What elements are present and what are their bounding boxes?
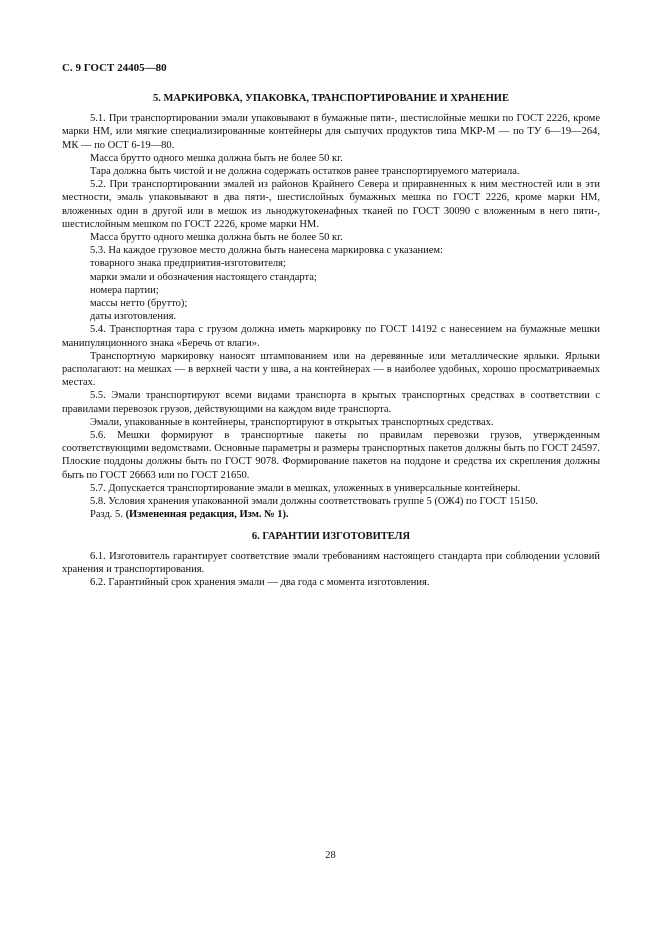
paragraph: Эмали, упакованные в контейнеры, транспортируют в открытых транспортных средствах. (90, 416, 494, 428)
list-item: даты изготовления. (90, 311, 177, 323)
document-body (62, 92, 600, 589)
paragraph: Тара должна быть чистой и не должна содержать остатков ранее транспортируемого материала. (90, 166, 520, 178)
paragraph: Масса брутто одного мешка должна быть не более 50 кг. (90, 152, 343, 164)
section-6-title: 6. ГАРАНТИИ ИЗГОТОВИТЕЛЯ (251, 530, 411, 542)
amendment-prefix: Разд. 5. (90, 509, 126, 521)
paragraph-5-3: 5.3. На каждое грузовое место должна быть нанесена маркировка с указанием: (90, 245, 443, 257)
paragraph-6-2: 6.2. Гарантийный срок хранения эмали — два года с момента изготовления. (90, 577, 430, 589)
list-item: номера партии; (90, 284, 159, 296)
paragraph-5-6: 5.6. Мешки формируют в транспортные пакеты по правилам перевозки грузов, утвержденным соответствующими ведомствами. Основные параметры и размеры транспортных пакетов должны быть по ГОСТ 24597. Плоские поддоны должны быть по ГОСТ 9078. Формирование пакетов на поддоне и средства их скрепления должны быть по ГОСТ 26663 или по ГОСТ 21650. (62, 430, 600, 481)
paragraph-5-2: 5.2. При транспортировании эмалей из районов Крайнего Севера и приравненных к ним местностей или в эти местности, эмаль упаковывают в два пяти-, шестислойных бумажных мешка по ГОСТ 2226, кроме марки НМ, вложенных один в другой или в мешок из льноджутокенафных тканей по ГОСТ 30090 с вложенным в него пяти-, шестислойным мешком по ГОСТ 2226, кроме марки НМ. (62, 179, 600, 230)
paragraph-6-1: 6.1. Изготовитель гарантирует соответствие эмали требованиям настоящего стандарта при соблюдении условий хранения и транспортирования. (62, 550, 600, 575)
paragraph-5-5: 5.5. Эмали транспортируют всеми видами транспорта в крытых транспортных средствах в соответствии с правилами перевозок грузов, действующими на каждом виде транспорта. (62, 390, 600, 415)
list-item: массы нетто (брутто); (90, 298, 188, 310)
amendment-bold: (Измененная редакция, Изм. № 1). (125, 509, 289, 521)
paragraph-5-8: 5.8. Условия хранения упакованной эмали должны соответствовать группе 5 (ОЖ4) по ГОСТ 15150. (90, 496, 538, 508)
paragraph-5-7: 5.7. Допускается транспортирование эмали в мешках, уложенных в универсальные контейнеры. (90, 482, 521, 494)
list-item: марки эмали и обозначения настоящего стандарта; (90, 271, 317, 283)
paragraph-5-4: 5.4. Транспортная тара с грузом должна иметь маркировку по ГОСТ 14192 с нанесением на бумажные мешки манипуляционного знака «Беречь от влаги». (62, 324, 600, 349)
paragraph: Транспортную маркировку наносят штампованием или на деревянные или металлические ярлыки. Ярлыки располагают: на мешках — в верхней части у шва, а на контейнерах — в наиболее удобных, хорошо просматриваемых местах. (62, 350, 600, 389)
paragraph-5-1: 5.1. При транспортировании эмали упаковывают в бумажные пяти-, шестислойные мешки по ГОСТ 2226, кроме марки НМ, или мягкие специализированные контейнеры для сыпучих продуктов типа МКР-М — по ТУ 6—19—264, МК — по ОСТ 6-19—80. (62, 113, 600, 151)
amendment-note (62, 508, 600, 521)
page-header: С. 9 ГОСТ 24405—80 (62, 62, 167, 74)
page-number: 28 (325, 850, 336, 861)
paragraph: Масса брутто одного мешка должна быть не более 50 кг. (90, 232, 343, 244)
list-item: товарного знака предприятия-изготовителя; (90, 258, 286, 270)
section-5-title: 5. МАРКИРОВКА, УПАКОВКА, ТРАНСПОРТИРОВАНИЕ И ХРАНЕНИЕ (153, 93, 509, 104)
